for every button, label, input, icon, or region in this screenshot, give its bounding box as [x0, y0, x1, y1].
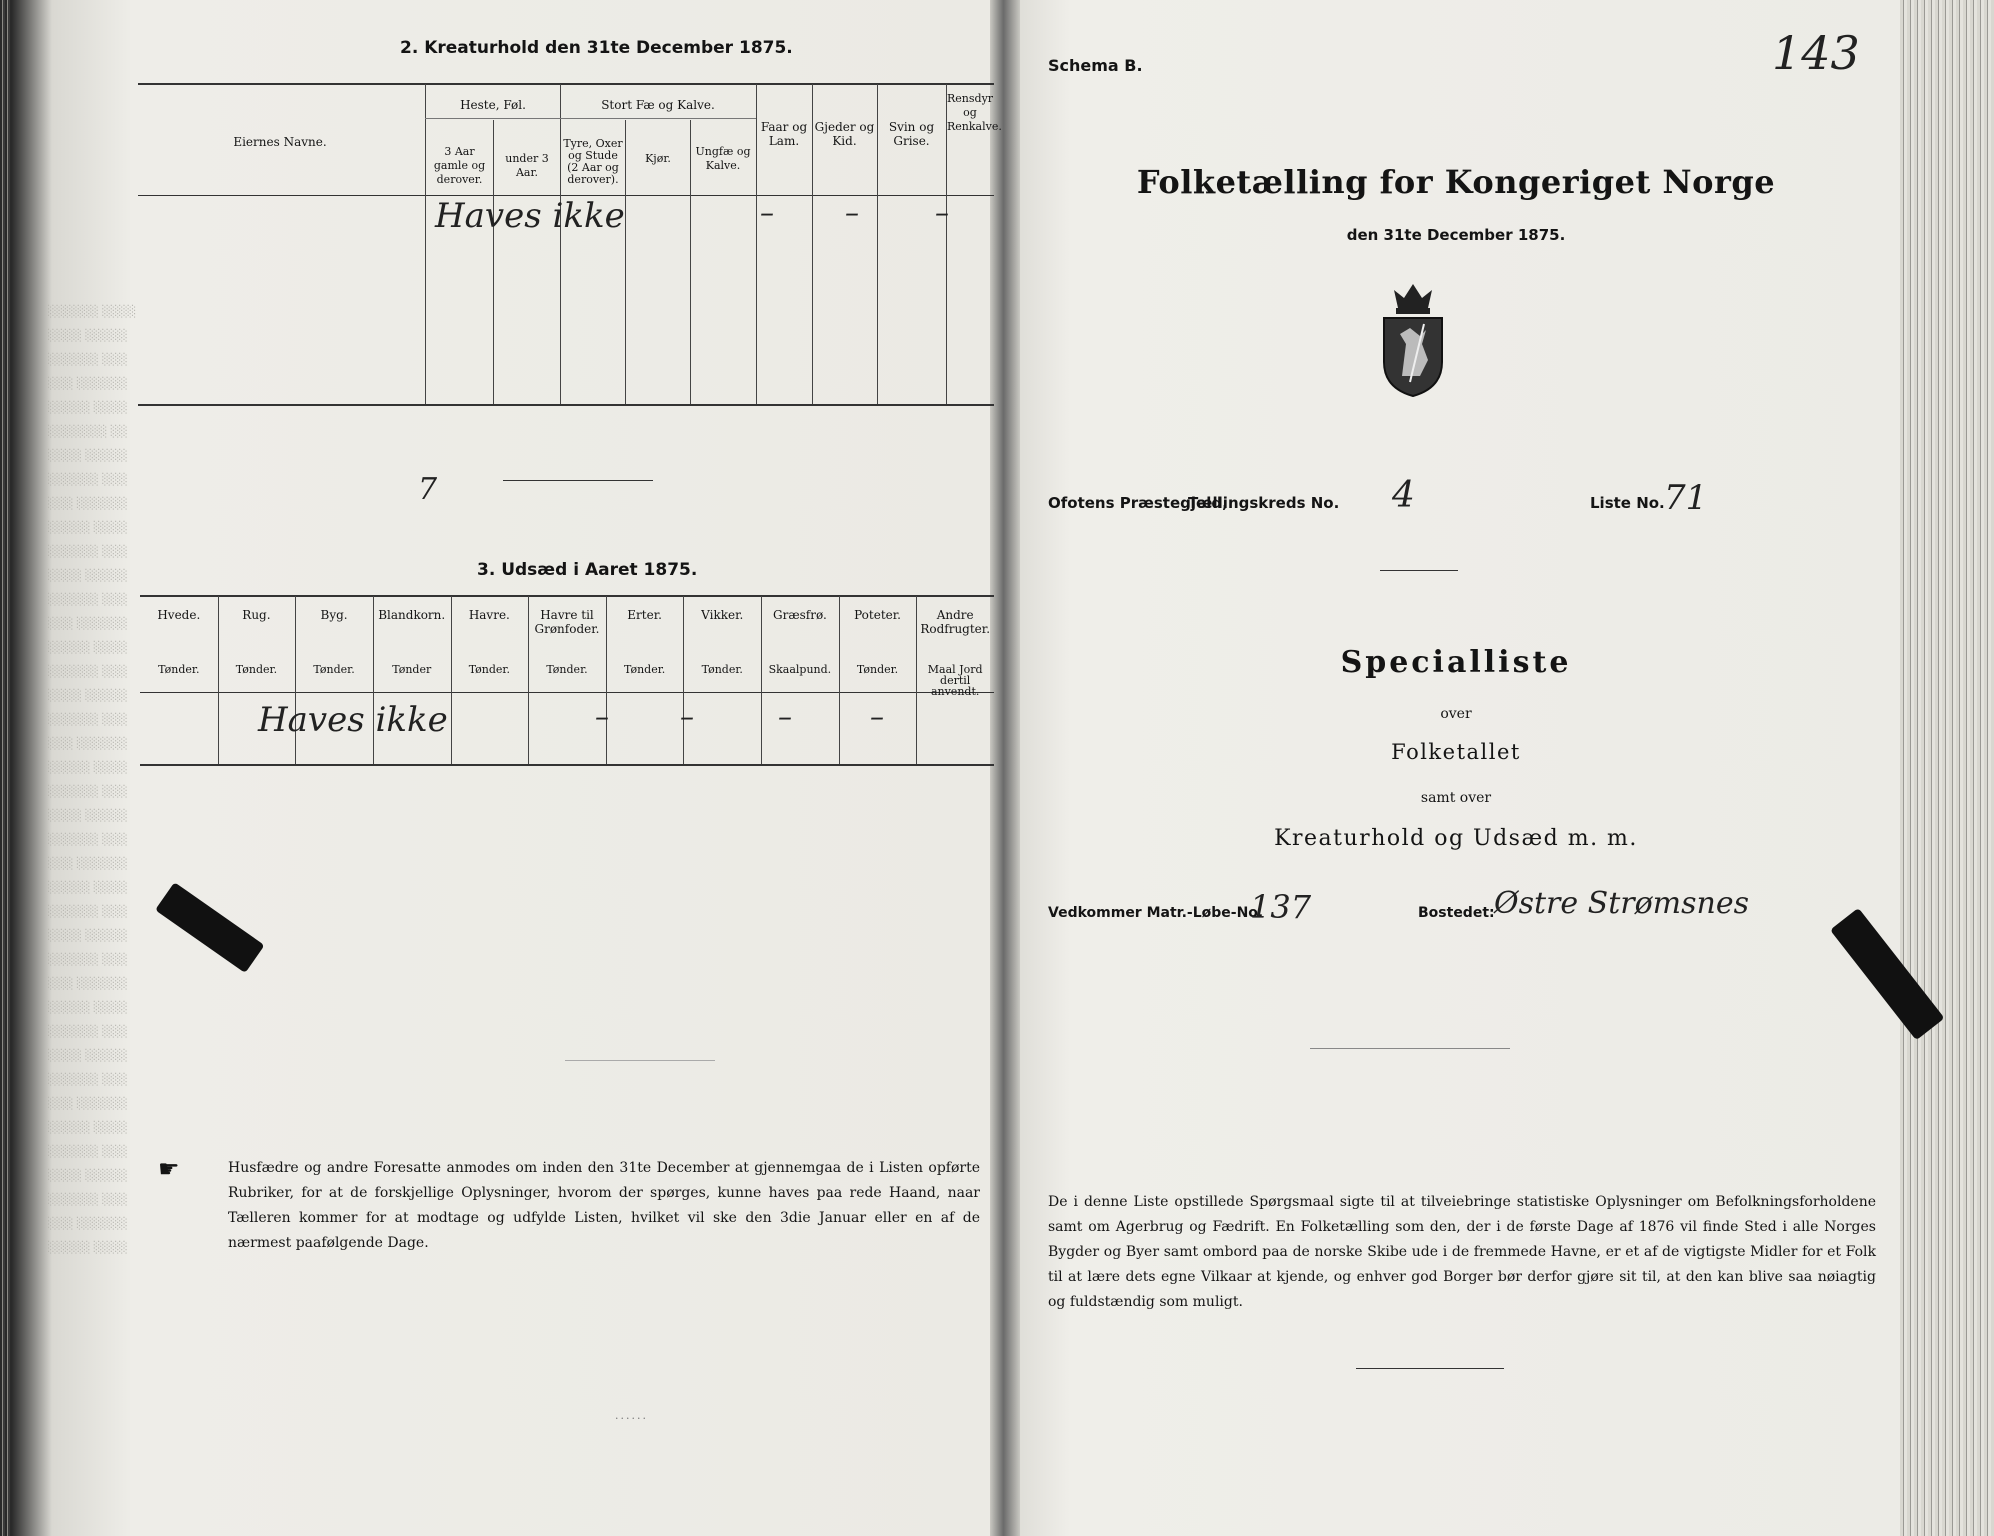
col-group-stort-fae: Stort Fæ og Kalve.: [601, 98, 715, 112]
specialliste-heading: Specialliste: [1340, 645, 1572, 680]
col-ungfae: Ungfæ og Kalve.: [695, 145, 751, 172]
udsaed-col-name: Byg.: [320, 608, 348, 622]
page-number: 143: [1772, 26, 1860, 80]
handwritten-dash: –: [845, 196, 859, 229]
udsaed-col-unit: Tønder.: [546, 663, 588, 676]
folketallet-text: Folketallet: [1391, 740, 1521, 764]
udsaed-col-unit: Tønder.: [701, 663, 743, 676]
footer-explanation: De i denne Liste opstillede Spørgsmaal sigte til at tilveiebringe statistiske Oplysninger om Befolkningsforholdene samt om Agerbrug og Fædrift. En Folketælling som den, der i de første Dage af 1876 vil finde Sted i alle Norges Bygder og Byer samt ombord paa de norske Skibe ude i de fremmede Havne, er et af de vigtigste Midler for et Folk til at lære dets egne Vilkaar at kjende, og enhver god Borger bør derfor gjøre sit til, at den kan blive saa nøiagtig og fuldstændig som muligt.: [1048, 1194, 1876, 1310]
col-gjeder: Gjeder og Kid.: [814, 120, 875, 148]
pointing-hand-icon: ☛: [158, 1155, 180, 1183]
col-rensdyr: Rensdyr og Renkalve.: [947, 92, 1002, 133]
bosted-label: Bostedet:: [1418, 905, 1495, 921]
bosted-value: Østre Strømsnes: [1494, 886, 1749, 921]
document-title: Folketælling for Kongeriget Norge: [1136, 163, 1776, 201]
parish-label: Ofotens Præstegjeld,: [1048, 494, 1228, 512]
col-kjor: Kjør.: [645, 152, 671, 165]
handwritten-entry-seed: Haves ikke: [258, 700, 448, 740]
col-owner-names: Eiernes Navne.: [233, 135, 327, 149]
over-text: over: [1440, 706, 1472, 722]
handwritten-dash: –: [680, 700, 694, 733]
section3-title: 3. Udsæd i Aaret 1875.: [477, 560, 698, 580]
udsaed-col-name: Hvede.: [157, 608, 201, 622]
udsaed-col-name: Erter.: [627, 608, 662, 622]
udsaed-top-rule: [140, 595, 994, 597]
matr-number: 137: [1250, 888, 1312, 926]
udsaed-col-unit: Tønder.: [158, 663, 200, 676]
udsaed-col-name: Havre.: [468, 608, 510, 622]
table-bottom-rule: [138, 404, 994, 406]
udsaed-col-name: Poteter.: [854, 608, 901, 622]
handwritten-dash: –: [870, 700, 884, 733]
notice-text: Husfædre og andre Foresatte anmodes om inden den 31te December at gjennemgaa de i Listen opførte Rubriker, for at de forskjellige Oplysninger, hvorom der spørges, kunne haves paa rede Haand, naar Tælleren kommer for at modtage og udfylde Listen, hvilket vil ske den 3die Januar eller en af de nærmest paafølgende Dage.: [228, 1160, 980, 1251]
list-label: Liste No.: [1590, 494, 1665, 512]
book-edge-right: [1900, 0, 1994, 1536]
document-date: den 31te December 1875.: [1346, 226, 1566, 244]
faint-rule: [565, 1060, 715, 1061]
udsaed-col-unit: Skaalpund.: [768, 663, 832, 676]
divider: [503, 480, 653, 481]
handwritten-dash: –: [760, 196, 774, 229]
col-heste-old: 3 Aar gamle og derover.: [433, 145, 486, 186]
section2-title: 2. Kreaturhold den 31te December 1875.: [400, 38, 793, 58]
udsaed-col-unit: Tønder: [392, 663, 432, 676]
kreaturhold-text: Kreaturhold og Udsæd m. m.: [1274, 826, 1638, 851]
udsaed-col-unit: Tønder.: [468, 663, 510, 676]
udsaed-col-unit: Tønder.: [235, 663, 278, 676]
table-top-rule: [138, 83, 994, 85]
margin-mark: 7: [418, 472, 438, 507]
udsaed-col-name: Blandkorn.: [378, 608, 446, 622]
divider: [1356, 1368, 1504, 1369]
bleed-through-text: ░░░░░░ ░░░░ ░░░░ ░░░░░ ░░░░░░ ░░░ ░░░ ░░░░░░ ░░░░░ ░░░░ ░░░░░░░ ░░ ░░░░ ░░░░░ ░░░░░░ ░░░ ░░░ ░░░░░░ ░░░░░ ░░░░ ░░░░░░ ░░░ ░░░░ ░░░░░ ░░░░░░ ░░░ ░░░ ░░░░░░ ░░░░░ ░░░░ ░░░░░░ ░░░ ░░░░ ░░░░░ ░░░░░░ ░░░ ░░░ ░░░░░░ ░░░░░ ░░░░ ░░░░░░ ░░░ ░░░░ ░░░░░ ░░░░░░ ░░░ ░░░ ░░░░░░ ░░░░░ ░░░░ ░░░░░░ ░░░ ░░░░ ░░░░░ ░░░░░░ ░░░ ░░░ ░░░░░░ ░░░░░ ░░░░ ░░░░░░ ░░░ ░░░░ ░░░░░ ░░░░░░ ░░░ ░░░ ░░░░░░ ░░░░░ ░░░░ ░░░░░░ ░░░ ░░░░ ░░░░░ ░░░░░░ ░░░ ░░░ ░░░░░░ ░░░░░ ░░░░: [48, 305, 137, 1254]
decorative-dots: ······: [615, 1412, 648, 1425]
udsaed-col-unit: Tønder.: [856, 663, 899, 676]
handwritten-dash: –: [935, 196, 949, 229]
col-faar: Faar og Lam.: [760, 120, 808, 148]
udsaed-col-name: Græsfrø.: [773, 608, 827, 622]
samt-over-text: samt over: [1420, 790, 1492, 806]
col-heste-young: under 3 Aar.: [505, 152, 549, 179]
udsaed-col-unit: Maal Jord dertil anvendt.: [927, 663, 983, 698]
udsaed-header-rule: [140, 692, 994, 693]
norwegian-coat-of-arms-icon: [1376, 284, 1450, 398]
district-number: 4: [1392, 475, 1415, 516]
handwritten-entry-livestock: Haves ikke: [435, 196, 625, 236]
udsaed-col-name: Havre til Grønfoder.: [534, 608, 600, 636]
udsaed-col-name: Vikker.: [701, 608, 744, 622]
col-svin: Svin og Grise.: [888, 120, 935, 148]
udsaed-col-name: Andre Rodfrugter.: [920, 608, 991, 636]
divider: [1380, 570, 1458, 571]
udsaed-col-unit: Tønder.: [313, 663, 355, 676]
handwritten-dash: –: [778, 700, 792, 733]
list-number: 71: [1664, 478, 1708, 518]
udsaed-col-unit: Tønder.: [623, 663, 666, 676]
handwritten-dash: –: [595, 700, 609, 733]
udsaed-col-name: Rug.: [242, 608, 271, 622]
faint-rule: [1310, 1048, 1510, 1049]
col-group-heste: Heste, Føl.: [460, 98, 526, 112]
col-tyre-oxer: Tyre, Oxer og Stude (2 Aar og derover).: [563, 137, 623, 186]
schema-label: Schema B.: [1048, 56, 1143, 75]
district-label: Tællingskreds No.: [1188, 494, 1340, 512]
matr-label: Vedkommer Matr.-Løbe-No.: [1048, 905, 1264, 921]
udsaed-bottom-rule: [140, 764, 994, 766]
